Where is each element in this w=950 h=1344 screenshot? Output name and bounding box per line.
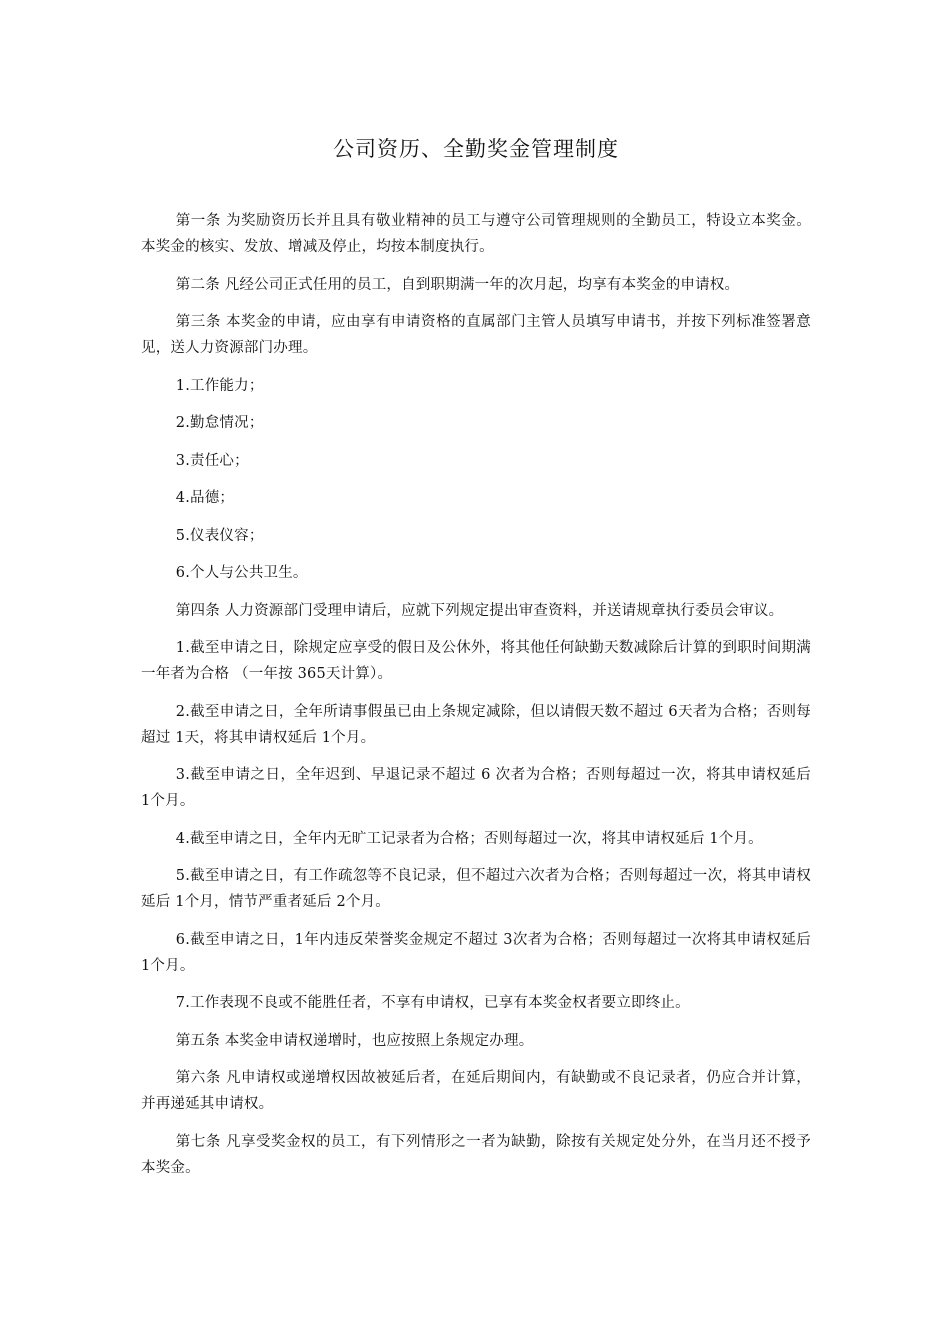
document-body bbox=[141, 208, 811, 1192]
paragraph-article-5: 第五条 本奖金申请权递增时，也应按照上条规定办理。 bbox=[175, 1032, 534, 1049]
paragraph-article-3: 第三条 本奖金的申请，应由享有申请资格的直属部门主管人员填写申请书，并按下列标准签署意见，送人力资源部门办理。 bbox=[141, 314, 811, 356]
list-item: 6.个人与公共卫生。 bbox=[175, 565, 308, 581]
list-item: 2.截至申请之日，全年所请事假虽已由上条规定减除，但以请假天数不超过 6天者为合格；否则每超过 1天，将其申请权延后 1个月。 bbox=[141, 703, 811, 746]
list-item: 5.截至申请之日，有工作疏忽等不良记录，但不超过六次者为合格；否则每超过一次，将其申请权延后 1个月，情节严重者延后 2个月。 bbox=[141, 868, 811, 910]
list-item: 6.截至申请之日，1年内违反荣誉奖金规定不超过 3次者为合格；否则每超过一次将其申请权延后 1个月。 bbox=[141, 931, 811, 974]
list-item: 5.仪表仪容； bbox=[175, 527, 264, 544]
list-item: 7.工作表现不良或不能胜任者，不享有申请权，已享有本奖金权者要立即终止。 bbox=[175, 995, 690, 1011]
list-item: 1.工作能力； bbox=[175, 377, 264, 394]
list-item: 4.截至申请之日，全年内无旷工记录者为合格；否则每超过一次，将其申请权延后 1个月。 bbox=[175, 830, 763, 847]
paragraph-article-6: 第六条 凡申请权或递增权因故被延后者，在延后期间内，有缺勤或不良记录者，仍应合并计算，并再递延其申请权。 bbox=[141, 1070, 811, 1112]
list-item: 1.截至申请之日，除规定应享受的假日及公休外，将其他任何缺勤天数减除后计算的到职时间期满一年者为合格 （一年按 365天计算）。 bbox=[141, 640, 811, 682]
paragraph-article-4: 第四条 人力资源部门受理申请后，应就下列规定提出审查资料，并送请规章执行委员会审议。 bbox=[175, 602, 784, 619]
list-item: 4.品德； bbox=[175, 490, 235, 506]
list-item: 2.勤怠情况； bbox=[175, 415, 264, 431]
paragraph-article-2: 第二条 凡经公司正式任用的员工，自到职期满一年的次月起，均享有本奖金的申请权。 bbox=[175, 276, 740, 293]
list-item: 3.责任心； bbox=[175, 452, 249, 469]
list-item: 3.截至申请之日，全年迟到、早退记录不超过 6 次者为合格；否则每超过一次，将其申请权延后 1个月。 bbox=[141, 767, 811, 809]
document-title: 公司资历、全勤奖金管理制度 bbox=[333, 137, 619, 161]
paragraph-article-1: 第一条 为奖励资历长并且具有敬业精神的员工与遵守公司管理规则的全勤员工，特设立本奖金。本奖金的核实、发放、增减及停止，均按本制度执行。 bbox=[141, 213, 811, 255]
paragraph-article-7: 第七条 凡享受奖金权的员工，有下列情形之一者为缺勤，除按有关规定处分外，在当月还不授予本奖金。 bbox=[141, 1133, 811, 1176]
